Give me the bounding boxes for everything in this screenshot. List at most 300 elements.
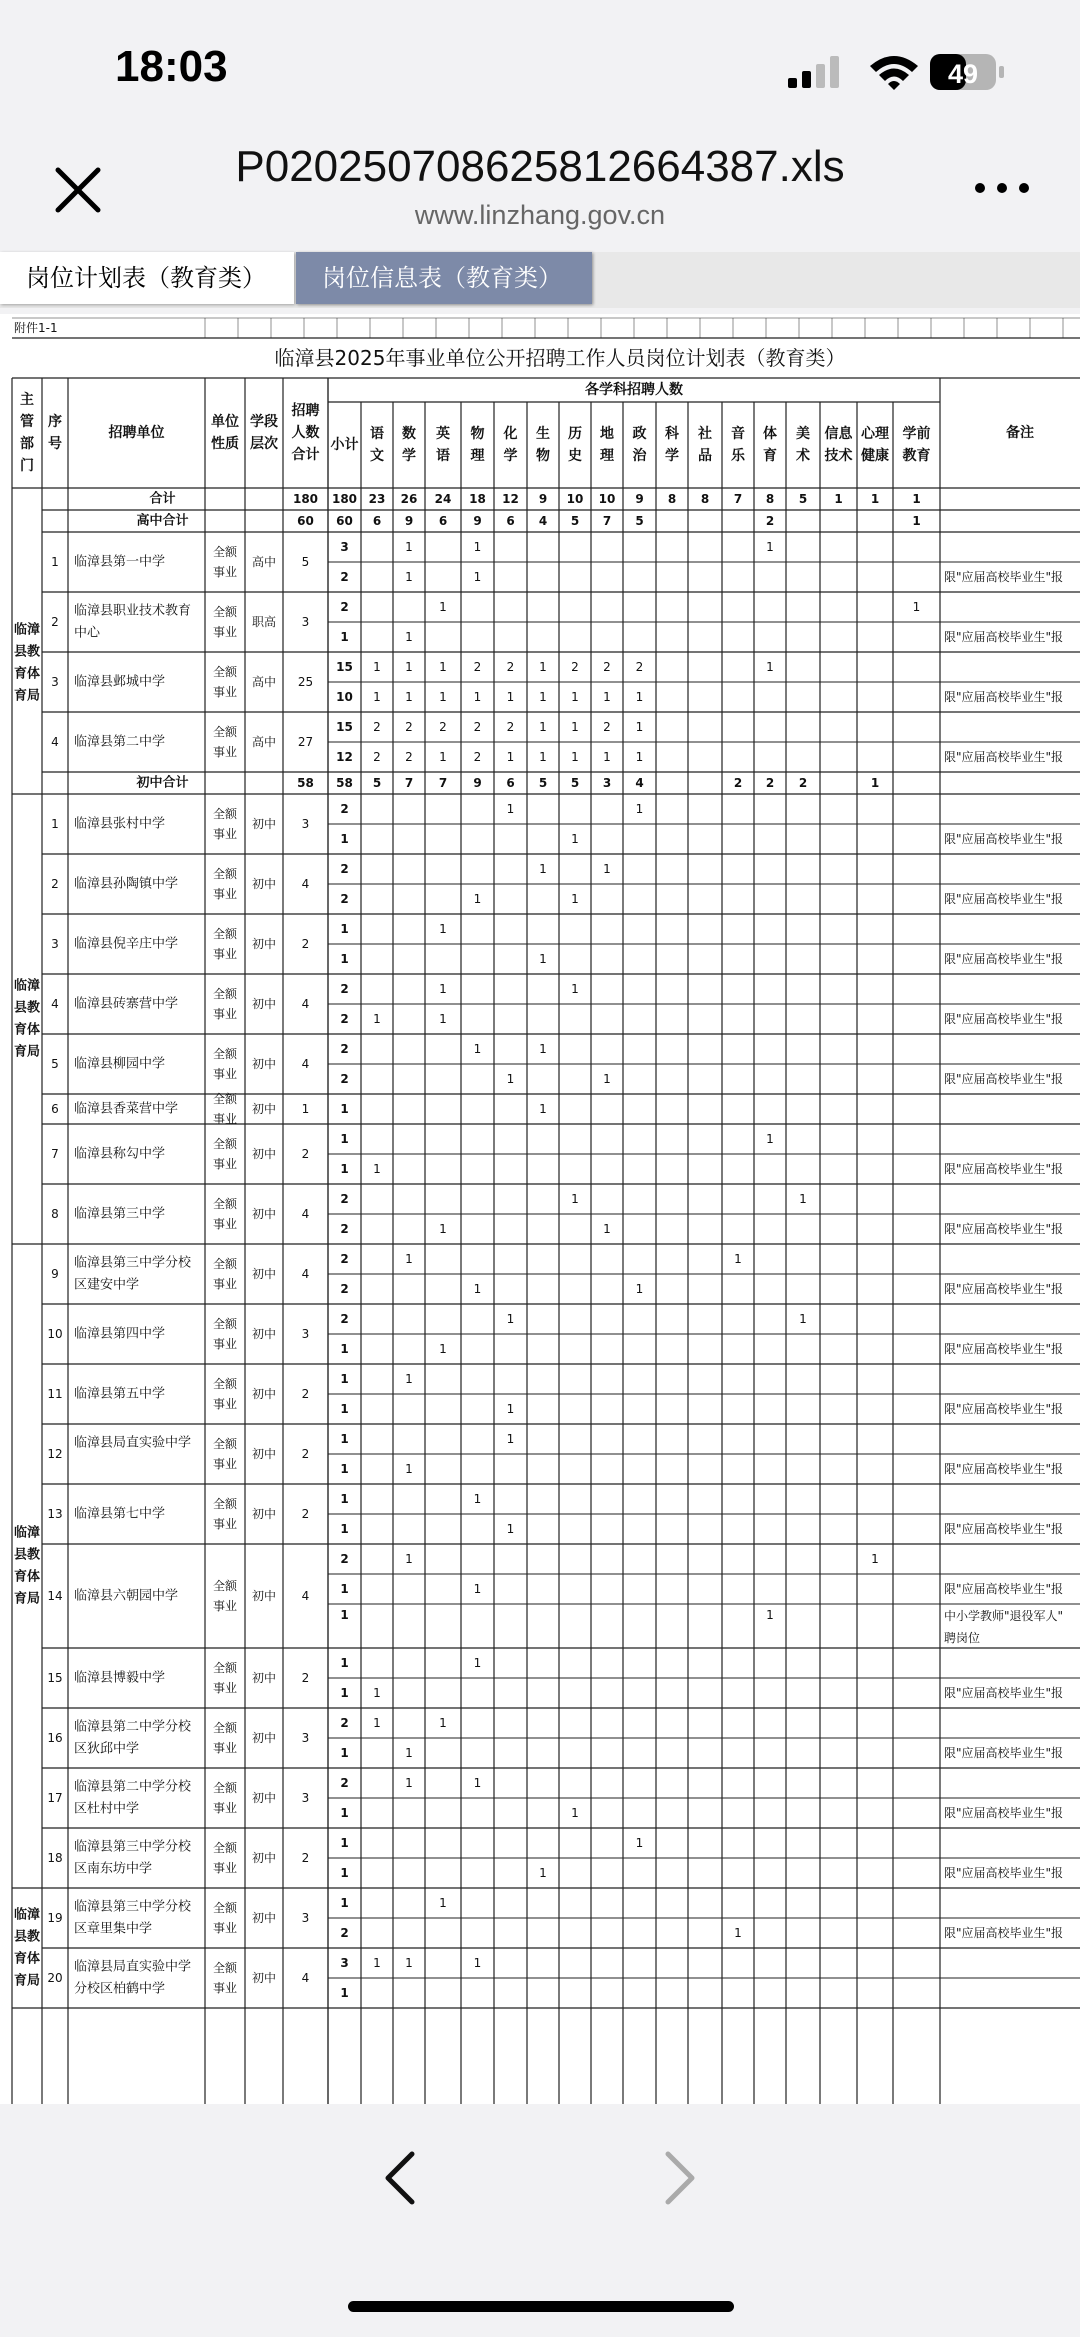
battery-icon — [930, 52, 1006, 92]
cell-value: 1 — [439, 1012, 447, 1026]
close-icon[interactable] — [48, 160, 108, 220]
dept-name: 县教 — [13, 1929, 41, 1945]
cell-value: 2 — [340, 982, 349, 996]
unit-total: 4 — [301, 1971, 310, 1985]
dept-name: 县教 — [13, 644, 41, 660]
unit-total: 3 — [301, 817, 310, 831]
cell-value: 1 — [340, 1132, 349, 1146]
cell-value: 1 — [635, 1282, 644, 1296]
unit-seq: 14 — [47, 1589, 63, 1603]
cell-value: 1 — [340, 1746, 349, 1760]
cell-value: 1 — [506, 1072, 515, 1086]
sheet-title: 临漳县2025年事业单位公开招聘工作人员岗位计划表（教育类） — [274, 346, 846, 370]
header-subject: 史 — [568, 448, 582, 464]
header-nature: 单位 — [211, 414, 239, 430]
cell-value: 1 — [340, 1582, 349, 1596]
cell-value: 1 — [539, 690, 547, 704]
unit-nature: 全额 — [212, 1047, 238, 1061]
cell-value: 1 — [439, 982, 447, 996]
cell-value: 1 — [539, 862, 547, 876]
remark-text: 限"应届高校毕业生"报 — [944, 1222, 1064, 1236]
cell-value: 1 — [603, 862, 611, 876]
unit-nature: 事业 — [212, 1517, 238, 1531]
summary-value: 4 — [538, 514, 548, 528]
header-subject: 治 — [632, 448, 647, 464]
unit-seq: 15 — [47, 1671, 63, 1685]
unit-nature: 全额 — [212, 725, 238, 739]
cell-value: 1 — [473, 1956, 482, 1970]
header-subject: 体 — [763, 426, 777, 442]
cell-value: 1 — [571, 750, 579, 764]
header-subject: 地 — [600, 426, 614, 442]
cell-value: 1 — [340, 1342, 349, 1356]
cell-value: 1 — [405, 1776, 413, 1790]
cell-value: 1 — [473, 892, 482, 906]
unit-nature: 事业 — [212, 625, 238, 639]
unit-name: 临漳县博毅中学 — [74, 1670, 166, 1686]
header-subject: 英 — [436, 426, 450, 442]
remark-text: 限"应届高校毕业生"报 — [944, 1012, 1064, 1026]
summary-label: 合计 — [149, 491, 176, 507]
unit-seq: 1 — [51, 555, 59, 569]
cell-value: 1 — [340, 1492, 349, 1506]
summary-value: 180 — [331, 492, 358, 506]
unit-total: 27 — [297, 735, 314, 749]
unit-seq: 17 — [47, 1791, 63, 1805]
cell-value: 1 — [539, 750, 547, 764]
cell-value: 2 — [340, 600, 349, 614]
unit-nature: 事业 — [212, 1397, 238, 1411]
remark-text: 限"应届高校毕业生"报 — [944, 1926, 1064, 1940]
header-total: 招聘 — [291, 403, 320, 419]
cell-value: 1 — [340, 1402, 349, 1416]
dept-name: 育局 — [13, 1973, 41, 1989]
cell-value: 2 — [340, 1072, 349, 1086]
unit-total: 2 — [301, 937, 310, 951]
cell-value: 1 — [571, 832, 579, 846]
attachment-label: 附件1-1 — [14, 321, 58, 335]
cell-value: 1 — [506, 750, 515, 764]
summary-value: 1 — [870, 492, 880, 506]
summary-value: 9 — [538, 492, 548, 506]
unit-nature: 事业 — [212, 1981, 238, 1995]
summary-value: 7 — [733, 492, 743, 506]
cell-value: 1 — [603, 690, 611, 704]
unit-nature: 全额 — [212, 1137, 238, 1151]
cell-value: 1 — [635, 1836, 644, 1850]
remark-text: 限"应届高校毕业生"报 — [944, 1072, 1064, 1086]
cell-value: 1 — [405, 1252, 413, 1266]
summary-value: 2 — [798, 776, 808, 790]
cell-value: 2 — [340, 1282, 349, 1296]
cell-value: 1 — [571, 982, 579, 996]
unit-total: 4 — [301, 1267, 310, 1281]
unit-level: 初中 — [251, 997, 277, 1011]
unit-seq: 11 — [47, 1387, 63, 1401]
cell-value: 2 — [405, 720, 413, 734]
cell-value: 2 — [473, 750, 482, 764]
wifi-icon — [868, 52, 920, 92]
cell-value: 1 — [506, 690, 515, 704]
remark-text: 中小学教师"退役军人" — [944, 1609, 1064, 1623]
unit-seq: 16 — [47, 1731, 63, 1745]
unit-seq: 10 — [47, 1327, 63, 1341]
spreadsheet-view[interactable] — [0, 314, 1080, 2104]
unit-name: 临漳县称勾中学 — [74, 1146, 166, 1162]
unit-level: 初中 — [251, 1911, 277, 1925]
header-subject: 文 — [370, 448, 384, 464]
unit-level: 高中 — [251, 735, 277, 749]
cell-value: 1 — [405, 570, 413, 584]
cell-value: 2 — [571, 660, 579, 674]
cell-value: 1 — [635, 802, 644, 816]
dept-name: 育体 — [13, 1951, 41, 1967]
cell-value: 2 — [340, 1312, 349, 1326]
header-subject: 社 — [698, 426, 712, 442]
cell-value: 1 — [405, 1746, 413, 1760]
battery-level: 49 — [947, 59, 979, 89]
status-time: 18:03 — [115, 42, 228, 91]
unit-nature: 全额 — [212, 1377, 238, 1391]
cell-value: 10 — [336, 690, 353, 704]
unit-seq: 1 — [51, 817, 59, 831]
cell-value: 2 — [340, 1252, 349, 1266]
unit-name: 临漳县第三中学 — [74, 1206, 166, 1222]
summary-value: 9 — [404, 514, 414, 528]
unit-nature: 事业 — [212, 685, 238, 699]
cell-value: 1 — [439, 1342, 447, 1356]
unit-total: 2 — [301, 1851, 310, 1865]
unit-nature: 事业 — [212, 1217, 238, 1231]
unit-total: 4 — [301, 1207, 310, 1221]
cell-value: 1 — [373, 1686, 381, 1700]
summary-value: 5 — [570, 514, 580, 528]
cell-value: 2 — [340, 1042, 349, 1056]
status-bar — [0, 0, 1080, 130]
unit-nature: 全额 — [212, 545, 238, 559]
summary-value: 18 — [469, 492, 486, 506]
remark-text: 限"应届高校毕业生"报 — [944, 1342, 1064, 1356]
header-subject: 生 — [536, 426, 550, 442]
unit-nature: 全额 — [212, 1437, 238, 1451]
summary-value: 1 — [912, 514, 921, 528]
unit-name: 临漳县邺城中学 — [74, 674, 166, 690]
unit-name: 区南东坊中学 — [74, 1861, 153, 1877]
unit-nature: 事业 — [212, 887, 238, 901]
cell-value: 15 — [336, 720, 353, 734]
unit-nature: 事业 — [212, 1457, 238, 1471]
header-dept: 主 — [20, 392, 34, 408]
cell-value: 1 — [473, 1656, 482, 1670]
cell-value: 3 — [340, 540, 349, 554]
summary-value: 8 — [667, 492, 677, 506]
header-subject: 学 — [503, 448, 518, 464]
unit-name: 分校区柏鹤中学 — [74, 1981, 166, 1997]
cell-value: 1 — [766, 1132, 774, 1146]
unit-seq: 3 — [51, 937, 59, 951]
header-subject: 语 — [370, 426, 384, 442]
cell-value: 1 — [405, 690, 413, 704]
cell-value: 2 — [340, 1552, 349, 1566]
header-subject: 语 — [436, 448, 450, 464]
unit-nature: 全额 — [212, 867, 238, 881]
cell-value: 1 — [473, 1776, 482, 1790]
unit-seq: 18 — [47, 1851, 63, 1865]
dept-name: 临漳 — [13, 622, 41, 638]
file-name: P020250708625812664387.xls — [235, 142, 845, 191]
header-subject: 学 — [402, 448, 416, 464]
header-level: 学段 — [250, 414, 278, 430]
unit-name: 临漳县香菜营中学 — [74, 1101, 179, 1117]
cell-value: 1 — [340, 1522, 349, 1536]
summary-value: 7 — [404, 776, 414, 790]
unit-seq: 2 — [51, 877, 59, 891]
dept-name: 育体 — [13, 1022, 41, 1038]
summary-value: 7 — [602, 514, 612, 528]
unit-level: 初中 — [251, 877, 277, 891]
unit-name: 临漳县六朝园中学 — [74, 1588, 179, 1604]
summary-value: 8 — [700, 492, 710, 506]
cell-value: 1 — [473, 690, 482, 704]
cell-value: 1 — [799, 1192, 807, 1206]
unit-name: 中心 — [74, 625, 101, 641]
tab-plan-sheet[interactable]: 岗位计划表（教育类） — [0, 252, 294, 304]
header-unit: 招聘单位 — [108, 425, 165, 441]
cell-value: 2 — [506, 720, 515, 734]
subject-group-header: 各学科招聘人数 — [585, 382, 683, 398]
dept-name: 县教 — [13, 1547, 41, 1563]
unit-level: 初中 — [251, 1589, 277, 1603]
summary-value: 12 — [502, 492, 519, 506]
cell-value: 1 — [473, 570, 482, 584]
cell-value: 1 — [405, 540, 413, 554]
unit-total: 4 — [301, 877, 310, 891]
remark-text: 限"应届高校毕业生"报 — [944, 690, 1064, 704]
header-subject: 心理 — [861, 426, 889, 442]
forward-arrow-icon[interactable] — [660, 2148, 700, 2208]
dept-name: 临漳 — [13, 1907, 41, 1923]
unit-level: 职高 — [251, 615, 277, 629]
cell-value: 1 — [571, 1192, 579, 1206]
unit-seq: 19 — [47, 1911, 63, 1925]
header-subject: 物 — [536, 448, 550, 464]
summary-value: 1 — [870, 776, 880, 790]
remark-text: 限"应届高校毕业生"报 — [944, 1162, 1064, 1176]
unit-nature: 全额 — [212, 1579, 238, 1593]
remark-text: 限"应届高校毕业生"报 — [944, 1582, 1064, 1596]
unit-nature: 全额 — [212, 1721, 238, 1735]
unit-seq: 4 — [51, 735, 59, 749]
unit-nature: 事业 — [212, 827, 238, 841]
remark-text: 限"应届高校毕业生"报 — [944, 1686, 1064, 1700]
unit-name: 临漳县第二中学 — [74, 734, 166, 750]
cell-value: 1 — [340, 1432, 349, 1446]
unit-total: 4 — [301, 1057, 310, 1071]
unit-total: 5 — [301, 555, 310, 569]
header-subject: 健康 — [861, 448, 889, 464]
cell-value: 1 — [506, 1402, 515, 1416]
summary-value: 26 — [400, 492, 418, 506]
header-subject: 科 — [665, 426, 679, 442]
cell-value: 1 — [539, 660, 547, 674]
unit-seq: 4 — [51, 997, 59, 1011]
header-subject: 理 — [470, 448, 485, 464]
remark-text: 限"应届高校毕业生"报 — [944, 1462, 1064, 1476]
cell-value: 1 — [373, 1162, 381, 1176]
cell-value: 1 — [473, 540, 482, 554]
unit-total: 4 — [301, 997, 310, 1011]
cell-value: 1 — [405, 1462, 413, 1476]
unit-total: 3 — [301, 1327, 310, 1341]
cell-value: 2 — [340, 892, 349, 906]
header-seq: 号 — [48, 436, 62, 452]
cell-value: 1 — [473, 1282, 482, 1296]
unit-level: 初中 — [251, 1267, 277, 1281]
unit-nature: 全额 — [212, 1317, 238, 1331]
summary-value: 8 — [765, 492, 775, 506]
cell-value: 1 — [506, 802, 515, 816]
unit-level: 初中 — [251, 1671, 277, 1685]
summary-total: 180 — [292, 492, 319, 506]
unit-nature: 全额 — [212, 987, 238, 1001]
remark-text: 聘岗位 — [944, 1631, 981, 1645]
summary-value: 5 — [372, 776, 382, 790]
unit-nature: 事业 — [212, 1157, 238, 1171]
cell-value: 1 — [340, 1656, 349, 1670]
unit-seq: 6 — [51, 1102, 59, 1116]
summary-total: 60 — [297, 514, 314, 528]
unit-seq: 20 — [47, 1971, 63, 1985]
back-arrow-icon[interactable] — [380, 2148, 420, 2208]
cell-value: 1 — [439, 922, 447, 936]
home-indicator — [348, 2301, 734, 2312]
cell-value: 1 — [405, 1956, 413, 1970]
header-seq: 序 — [48, 414, 62, 430]
cell-value: 1 — [439, 1716, 447, 1730]
unit-name: 临漳县砖寨营中学 — [74, 996, 179, 1012]
summary-value: 2 — [765, 776, 775, 790]
unit-total: 25 — [297, 675, 314, 689]
unit-name: 区狄邱中学 — [74, 1741, 140, 1757]
summary-value: 1 — [834, 492, 843, 506]
unit-total: 4 — [301, 1589, 310, 1603]
unit-name: 临漳县第二中学分校 — [74, 1779, 192, 1795]
unit-total: 2 — [301, 1671, 310, 1685]
cell-value: 2 — [405, 750, 413, 764]
unit-nature: 事业 — [212, 1921, 238, 1935]
header-subject: 育 — [763, 448, 777, 464]
unit-nature: 事业 — [212, 1067, 238, 1081]
unit-level: 初中 — [251, 1731, 277, 1745]
header-subject: 品 — [698, 448, 712, 464]
cell-value: 1 — [405, 1372, 413, 1386]
header-dept: 部 — [20, 436, 34, 452]
cell-value: 1 — [799, 1312, 807, 1326]
summary-value: 3 — [602, 776, 612, 790]
summary-value: 2 — [765, 514, 775, 528]
unit-nature: 全额 — [212, 1197, 238, 1211]
unit-nature: 全额 — [212, 665, 238, 679]
header-subject: 理 — [600, 448, 614, 464]
summary-value: 5 — [635, 514, 644, 528]
remark-text: 限"应届高校毕业生"报 — [944, 750, 1064, 764]
cell-value: 1 — [340, 1686, 349, 1700]
dept-name: 育局 — [13, 1591, 41, 1607]
dept-name: 育体 — [13, 1569, 41, 1585]
cell-value: 1 — [340, 1896, 349, 1910]
cell-value: 2 — [635, 660, 644, 674]
cell-value: 1 — [373, 1956, 381, 1970]
unit-nature: 事业 — [212, 1801, 238, 1815]
unit-nature: 事业 — [212, 565, 238, 579]
cell-value: 1 — [373, 660, 381, 674]
cell-value: 1 — [439, 1222, 447, 1236]
cell-value: 2 — [340, 1776, 349, 1790]
remark-text: 限"应届高校毕业生"报 — [944, 1866, 1064, 1880]
summary-value: 6 — [506, 776, 515, 790]
tab-info-sheet[interactable]: 岗位信息表（教育类） — [296, 252, 592, 304]
remark-text: 限"应届高校毕业生"报 — [944, 570, 1064, 584]
cell-value: 1 — [405, 1552, 413, 1566]
dept-name: 育局 — [13, 1044, 41, 1060]
cell-value: 1 — [635, 720, 644, 734]
cell-value: 12 — [336, 750, 353, 764]
cell-value: 1 — [539, 1866, 547, 1880]
cell-value: 1 — [506, 1522, 515, 1536]
summary-value: 24 — [434, 492, 452, 506]
unit-level: 初中 — [251, 1207, 277, 1221]
cell-value: 1 — [506, 1312, 515, 1326]
unit-total: 2 — [301, 1387, 310, 1401]
cell-value: 1 — [373, 690, 381, 704]
more-options-icon[interactable] — [974, 180, 1030, 196]
unit-name: 区建安中学 — [74, 1277, 140, 1293]
summary-value: 6 — [372, 514, 382, 528]
cell-value: 3 — [340, 1956, 349, 1970]
cell-value: 1 — [539, 720, 547, 734]
cell-value: 1 — [603, 1072, 611, 1086]
header-subject: 政 — [632, 426, 647, 442]
summary-value: 5 — [798, 492, 808, 506]
cell-value: 2 — [439, 720, 447, 734]
cell-value: 1 — [340, 922, 349, 936]
remark-text: 限"应届高校毕业生"报 — [944, 1282, 1064, 1296]
cellular-signal-icon — [788, 56, 848, 90]
unit-level: 高中 — [251, 555, 277, 569]
cell-value: 1 — [766, 660, 774, 674]
unit-nature: 全额 — [212, 1497, 238, 1511]
cell-value: 1 — [340, 1986, 349, 2000]
header-subject: 化 — [503, 426, 518, 442]
unit-name: 临漳县第三中学分校 — [74, 1899, 192, 1915]
unit-total: 1 — [301, 1102, 310, 1116]
summary-value: 58 — [336, 776, 353, 790]
cell-value: 1 — [373, 1716, 381, 1730]
unit-level: 初中 — [251, 1971, 277, 1985]
cell-value: 1 — [473, 1492, 482, 1506]
dept-name: 育体 — [13, 666, 41, 682]
cell-value: 1 — [340, 1372, 349, 1386]
unit-seq: 8 — [51, 1207, 59, 1221]
unit-nature: 事业 — [212, 1681, 238, 1695]
unit-nature: 全额 — [212, 1257, 238, 1271]
cell-value: 1 — [439, 750, 447, 764]
unit-nature: 全额 — [212, 1901, 238, 1915]
unit-name: 临漳县第三中学分校 — [74, 1839, 192, 1855]
remark-text: 限"应届高校毕业生"报 — [944, 1522, 1064, 1536]
cell-value: 2 — [603, 720, 611, 734]
unit-name: 临漳县第五中学 — [74, 1386, 166, 1402]
